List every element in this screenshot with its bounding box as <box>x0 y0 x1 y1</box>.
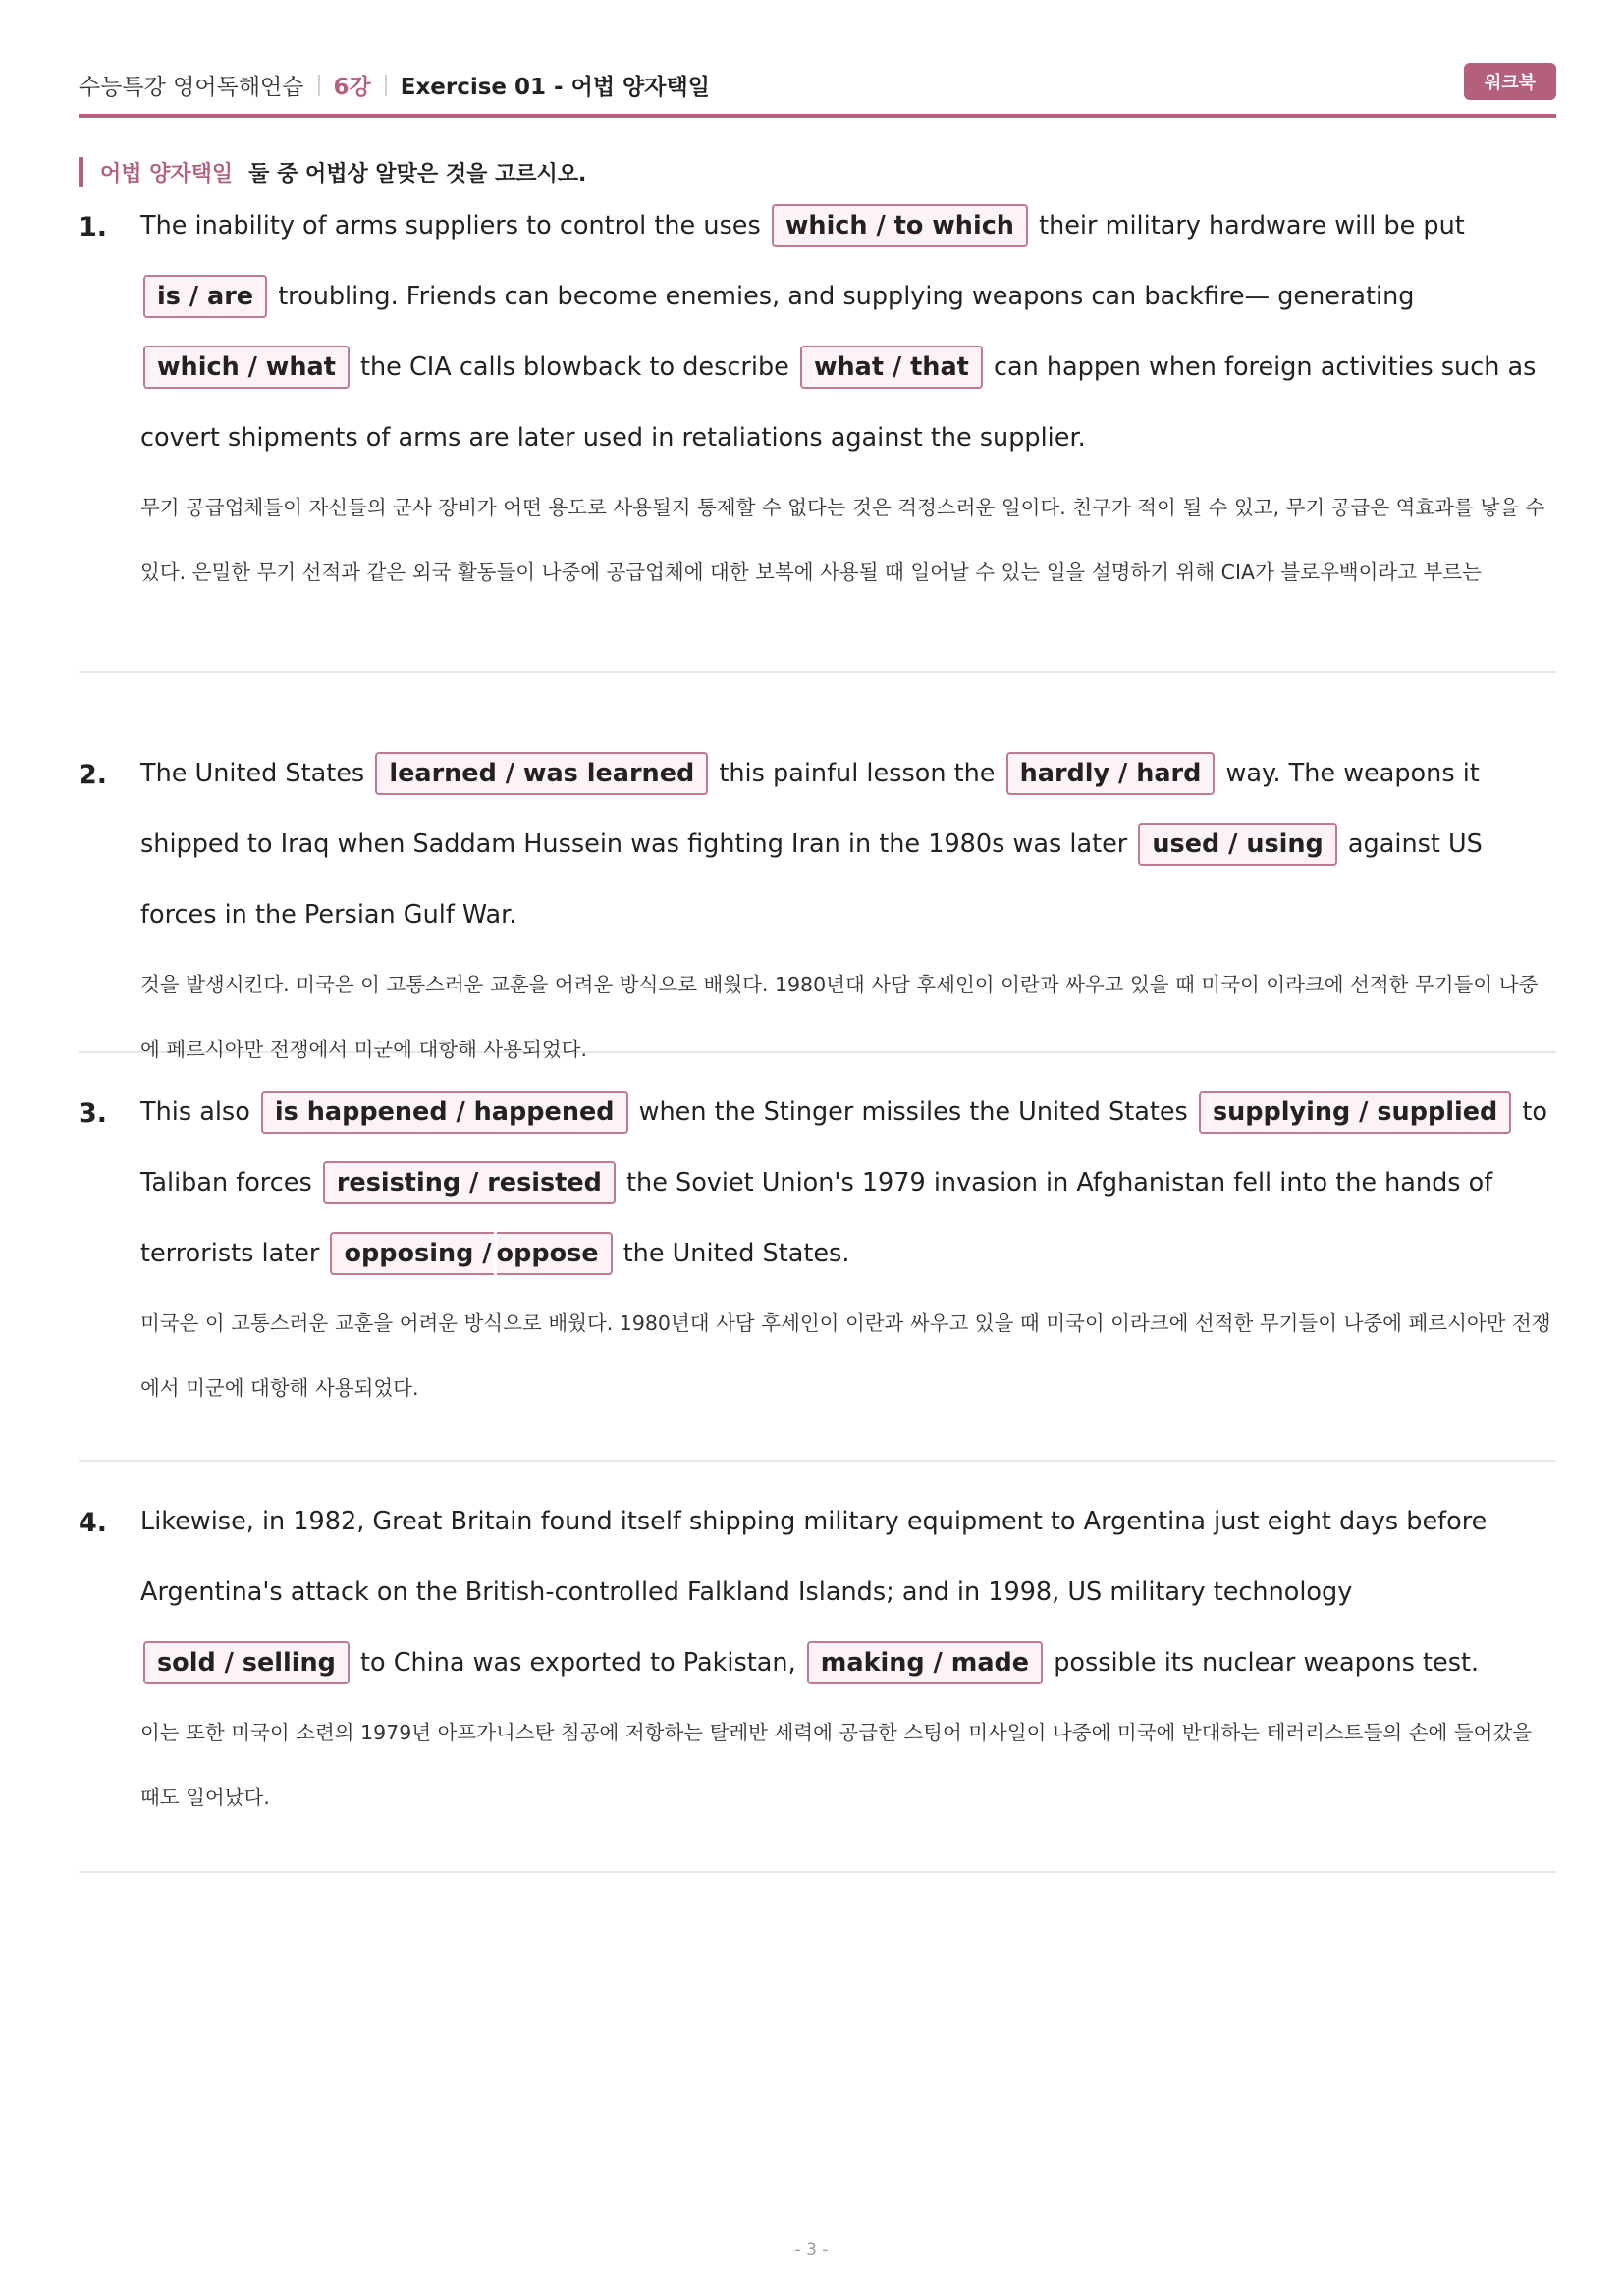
passage-text: when the Stinger missiles the United States <box>638 1097 1188 1127</box>
choice-box[interactable]: sold / selling <box>143 1641 350 1684</box>
header-divider <box>318 75 320 96</box>
korean-translation: 이는 또한 미국이 소련의 1979년 아프가니스탄 침공에 저항하는 탈레반 세력에 공급한 스팅어 미사일이 나중에 미국에 반대하는 테러리스트들의 손에 들어갔을 때도 일어났다. <box>140 1721 1533 1809</box>
question-item-2 <box>79 756 1556 1061</box>
choice-box[interactable]: which / to which <box>772 204 1028 247</box>
passage-text: possible its nuclear weapons test. <box>1054 1648 1480 1678</box>
question-passage <box>140 1077 1556 1289</box>
choice-box[interactable]: what / that <box>800 346 983 389</box>
question-number: 2. <box>79 760 108 790</box>
question-passage <box>140 1486 1556 1698</box>
question-item-4 <box>79 1504 1556 1873</box>
passage-text: against US forces in the Persian Gulf War. <box>140 829 1483 930</box>
header-title-group <box>79 69 710 101</box>
book-title: 수능특강 영어독해연습 <box>79 75 304 100</box>
passage-text: troubling. Friends can become enemies, and supplying weapons can backfire— generating <box>278 282 1415 311</box>
passage-text: their military hardware will be put <box>1039 211 1465 240</box>
choice-box[interactable]: is happened / happened <box>261 1091 628 1134</box>
instruction-label: 어법 양자택일 <box>100 161 234 187</box>
exercise-title: Exercise 01 - 어법 양자택일 <box>400 75 710 100</box>
question-passage <box>140 738 1556 950</box>
passage-text: This also <box>140 1097 250 1127</box>
question-passage <box>140 190 1556 473</box>
choice-box[interactable]: supplying / supplied <box>1199 1091 1511 1134</box>
choice-box[interactable]: hardly / hard <box>1006 752 1216 795</box>
question-number: 4. <box>79 1508 108 1538</box>
choice-box[interactable]: resisting / resisted <box>323 1161 616 1204</box>
choice-box-continued[interactable]: oppose <box>497 1232 613 1275</box>
question-item-3 <box>79 1095 1556 1462</box>
choice-box[interactable]: is / are <box>143 275 267 318</box>
passage-text: can happen when foreign activities such as covert shipments of arms are later used in retaliations against the supplier. <box>140 352 1537 453</box>
passage-text: this painful lesson the <box>719 759 996 788</box>
lesson-number: 6강 <box>333 75 371 100</box>
passage-text: way. The weapons it shipped to Iraq when Saddam Hussein was fighting Iran in the 1980s was later <box>140 759 1480 859</box>
choice-box[interactable]: learned / was learned <box>375 752 708 795</box>
page-number: - 3 - <box>794 2240 829 2260</box>
question-item-1 <box>79 208 1556 673</box>
choice-box[interactable]: used / using <box>1138 823 1336 866</box>
passage-text: to Taliban forces <box>140 1097 1547 1198</box>
instruction-text: 둘 중 어법상 알맞은 것을 고르시오. <box>248 161 587 187</box>
instruction-heading <box>79 157 586 187</box>
page-header <box>79 59 1556 118</box>
question-number: 1. <box>79 212 108 242</box>
choice-box[interactable]: opposing / <box>330 1232 493 1275</box>
passage-text: the Soviet Union's 1979 invasion in Afghanistan fell into the hands of terrorists later <box>140 1168 1493 1268</box>
passage-text: to China was exported to Pakistan, <box>359 1648 796 1678</box>
passage-text: The United States <box>140 759 365 788</box>
choice-box[interactable]: making / made <box>807 1641 1043 1684</box>
korean-translation: 무기 공급업체들이 자신들의 군사 장비가 어떤 용도로 사용될지 통제할 수 없다는 것은 걱정스러운 일이다. 친구가 적이 될 수 있고, 무기 공급은 역효과를 낳을 수 있다. 은밀한 무기 선적과 같은 외국 활동들이 나중에 공급업체에 대한 보복에 사용될 때 일어날 수 있는 일을 설명하기 위해 CIA가 블로우백이라고 부르는 <box>140 496 1545 584</box>
choice-box[interactable]: which / what <box>143 346 350 389</box>
workbook-badge: 워크북 <box>1464 63 1556 100</box>
korean-translation: 것을 발생시킨다. 미국은 이 고통스러운 교훈을 어려운 방식으로 배웠다. 1980년대 사담 후세인이 이란과 싸우고 있을 때 미국이 이라크에 선적한 무기들이 나중에 페르시아만 전쟁에서 미군에 대항해 사용되었다. <box>140 973 1539 1061</box>
passage-text: Likewise, in 1982, Great Britain found itself shipping military equipment to Argentina just eight days before Argentina's attack on the British-controlled Falkland Islands; and in 1998, US military technology <box>140 1507 1488 1607</box>
question-number: 3. <box>79 1098 108 1129</box>
passage-text: the United States. <box>622 1239 850 1268</box>
korean-translation: 미국은 이 고통스러운 교훈을 어려운 방식으로 배웠다. 1980년대 사담 후세인이 이란과 싸우고 있을 때 미국이 이라크에 선적한 무기들이 나중에 페르시아만 전쟁에서 미군에 대항해 사용되었다. <box>140 1311 1551 1400</box>
passage-text: The inability of arms suppliers to control the uses <box>140 211 761 240</box>
header-divider <box>385 75 387 96</box>
passage-text: the CIA calls blowback to describe <box>360 352 789 382</box>
